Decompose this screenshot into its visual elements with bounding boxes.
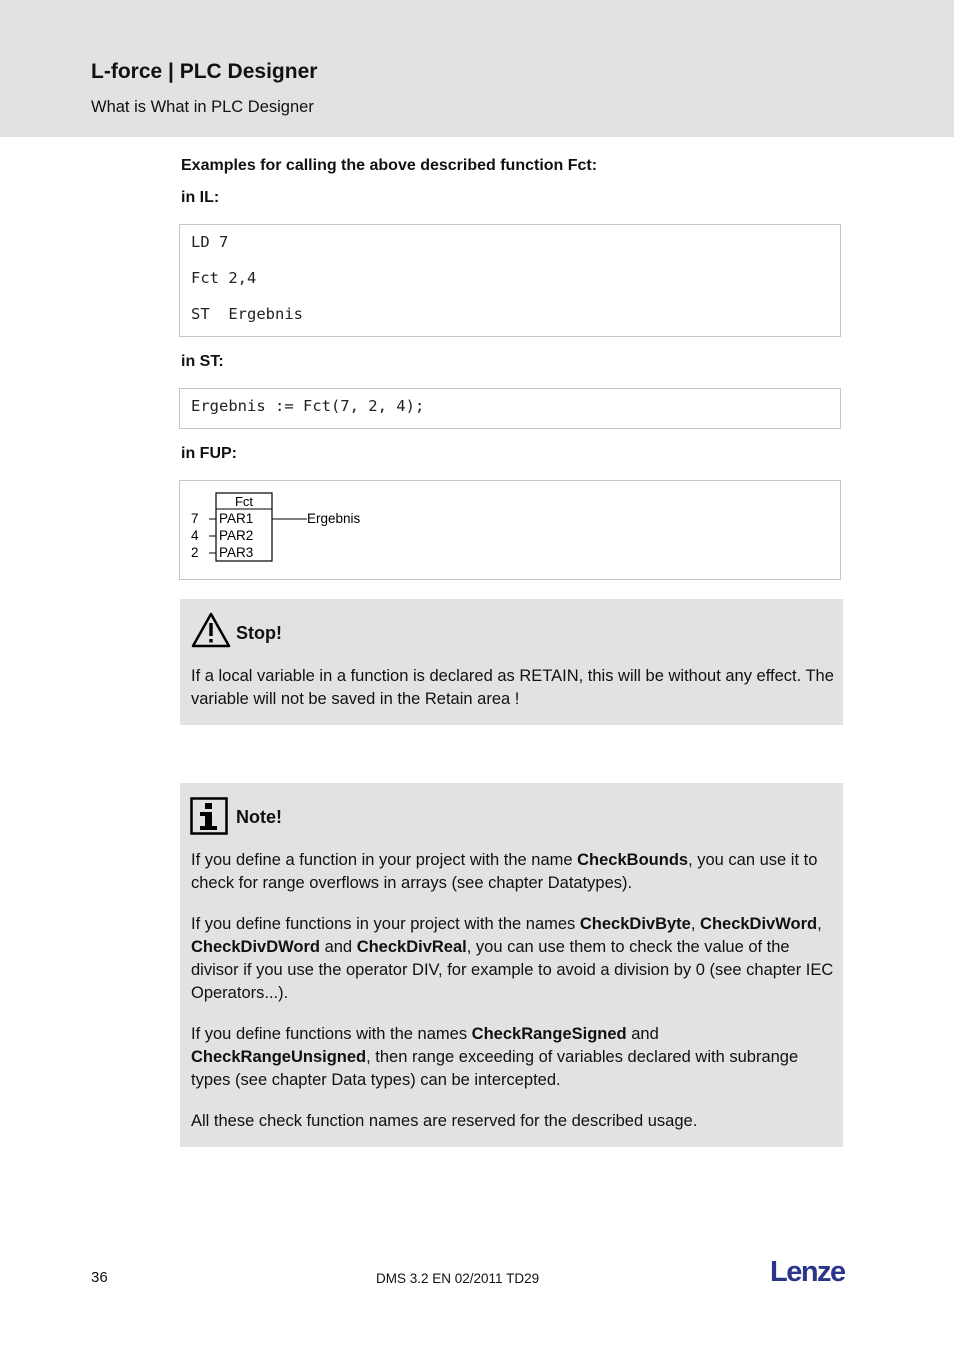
note-title: Note! [236,807,282,827]
output-variable: Ergebnis [307,511,361,526]
input-value: 2 [191,545,199,560]
input-pin: PAR2 [219,528,254,543]
il-code-line: LD 7 [191,233,229,251]
il-code-box [179,224,841,337]
function-name: CheckRangeSigned [471,1025,627,1043]
fup-diagram [180,481,840,579]
note-paragraph: All these check function names are reserved for the described usage. [191,1112,698,1130]
stop-title: Stop! [236,623,282,643]
function-name: CheckBounds [577,851,689,869]
text-run: , you can use it to check for range overflows in arrays (see chapter Datatypes). [191,851,818,892]
note-paragraph [191,913,836,1005]
text-run: , [690,915,701,933]
note-paragraph [191,849,836,895]
input-value: 4 [191,528,199,543]
function-name: CheckDivByte [579,915,691,933]
input-pin: PAR3 [219,545,254,560]
fup-diagram-box [179,480,841,580]
document-subtitle: What is What in PLC Designer [91,98,314,116]
input-value: 7 [191,511,199,526]
document-id: DMS 3.2 EN 02/2011 TD29 [376,1271,540,1286]
function-name: CheckRangeUnsigned [191,1048,367,1066]
lenze-logo: Lenze [770,1256,845,1288]
st-code-box [179,388,841,429]
il-code-line: ST Ergebnis [191,305,303,323]
document-title: L-force | PLC Designer [91,60,318,83]
page-number: 36 [91,1269,108,1286]
text-run: and [626,1025,659,1043]
text-run: , [817,915,822,933]
il-code-line: Fct 2,4 [191,269,257,287]
st-code-line: Ergebnis := Fct(7, 2, 4); [191,397,425,415]
text-run: If you define functions in your project with the names [191,915,580,933]
note-paragraph [191,1023,836,1092]
block-name: Fct [234,494,254,509]
text-run: , then range exceeding of variables declared with subrange types (see chapter Data types) can be intercepted. [191,1048,799,1089]
il-label: in IL: [181,189,220,206]
function-name: CheckDivDWord [191,938,320,956]
warning-triangle-icon [190,611,232,649]
stop-text: If a local variable in a function is declared as RETAIN, this will be without any effect. The variable will not be saved in the Retain area ! [191,667,834,708]
st-label: in ST: [181,353,224,370]
stop-callout [180,599,843,725]
examples-heading: Examples for calling the above described function Fct: [181,157,598,174]
input-pin: PAR1 [219,511,254,526]
text-run: and [319,938,357,956]
function-name: CheckDivReal [356,938,467,956]
note-callout [180,783,843,1147]
text-run: If you define a function in your project with the name [191,851,578,869]
function-name: CheckDivWord [700,915,818,933]
fup-label: in FUP: [181,445,237,462]
text-run: If you define functions with the names [191,1025,472,1043]
info-icon [190,797,228,835]
text-run: , you can use them to check the value of the divisor if you use the operator DIV, for example to avoid a division by 0 (see chapter IEC Operators...). [191,938,834,1002]
